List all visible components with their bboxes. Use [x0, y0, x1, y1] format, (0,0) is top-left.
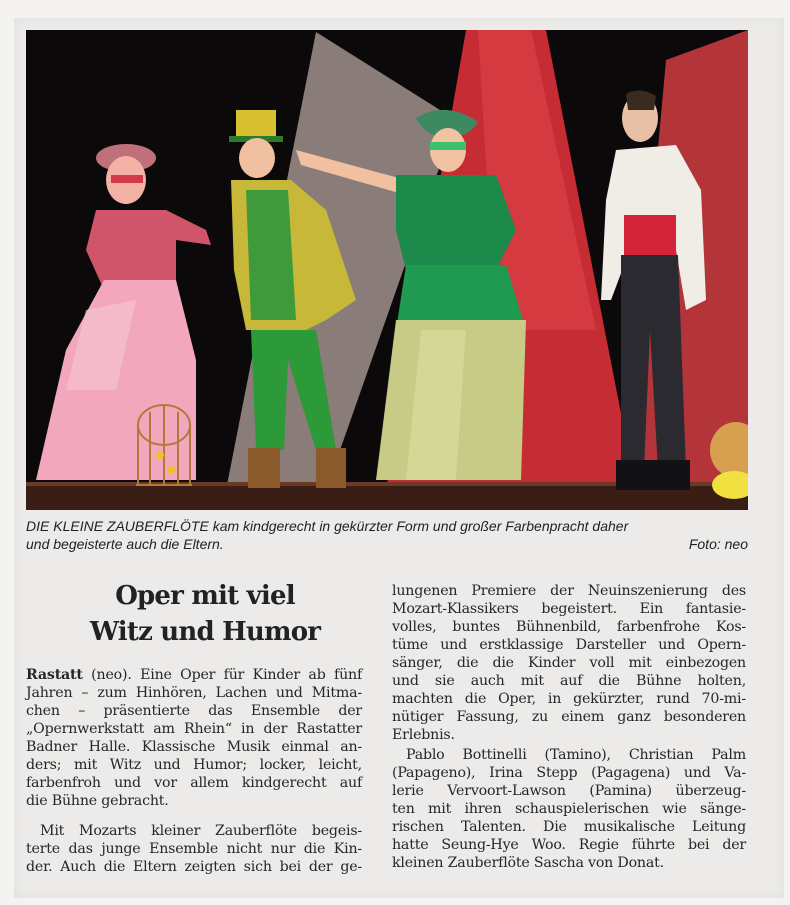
headline-line-1: Oper mit viel: [115, 581, 295, 611]
article-text-line: Mit Mozarts kleiner Zauberflöte begeis-: [40, 823, 362, 839]
article-text-line: lungenen Premiere der Neuinszenierung des: [392, 583, 746, 599]
photo-caption-line-1: DIE KLEINE ZAUBERFLÖTE kam kindgerecht in gekürzter Form und großer Farbenpracht daher: [26, 518, 629, 534]
article-text-line: Erlebnis.: [392, 727, 455, 743]
article-text-line: ders; mit Witz und Humor; locker, leicht,: [26, 757, 362, 773]
article-text-line: kleinen Zauberflöte Sascha von Donat.: [392, 855, 664, 871]
article-text-line: Mozart-Klassikers begeistert. Ein fantasie-: [392, 601, 746, 617]
article-text-line: farbenfroh und vor allem kindgerecht auf: [26, 775, 362, 791]
article-text-line: Rastatt (neo). Eine Oper für Kinder ab fünf: [26, 667, 362, 683]
article-text-line: Jahren – zum Hinhören, Lachen und Mitma-: [26, 685, 362, 701]
article-text-line: und sie auch mit auf die Bühne holten,: [392, 673, 746, 689]
article-text-line: (Papageno), Irina Stepp (Pagagena) und Va-: [392, 765, 746, 781]
photo-credit: Foto: neo: [688, 536, 748, 552]
article-text-line: „Opernwerkstatt am Rhein“ in der Rastatter: [26, 721, 362, 737]
article-text-line: chen – präsentierte das Ensemble der: [26, 703, 362, 719]
article-text-line: lerie Vervoort-Lawson (Pamina) überzeug-: [392, 783, 746, 799]
article-text-line: der. Auch die Eltern zeigten sich bei der ge-: [26, 859, 362, 875]
article-text-line: machten die Oper, in gekürzter, rund 70-mi-: [392, 691, 746, 707]
dateline: Rastatt: [26, 667, 83, 683]
article-text-line: ten mit ihren schauspielerischen wie sänge-: [392, 801, 746, 817]
article-text-line: terte das junge Ensemble nicht nur die Kin-: [26, 841, 362, 857]
stage-photo-illustration: [26, 30, 748, 510]
article-text-line: rischen Talenten. Die musikalische Leitung: [392, 819, 746, 835]
headline-line-2: Witz und Humor: [89, 617, 321, 647]
article-text-line: hatte Seung-Hye Woo. Regie führte bei der: [392, 837, 746, 853]
article-text-line: Badner Halle. Klassische Musik einmal an-: [26, 739, 362, 755]
article-text-line: tüme und erstklassige Darsteller und Opern-: [392, 637, 746, 653]
photo-caption-text: und begeisterte auch die Eltern.: [26, 536, 224, 552]
article-text-line: nütiger Fassung, zu einem ganz besonderen: [392, 709, 746, 725]
article-text-line: sänger, die die Kinder voll mit einbezogen: [392, 655, 746, 671]
stage-photo: [26, 30, 748, 510]
article-text-line: volles, buntes Bühnenbild, farbenfrohe Kos-: [392, 619, 746, 635]
article-text-line: die Bühne gebracht.: [26, 793, 169, 809]
article-text-line: Pablo Bottinelli (Tamino), Christian Palm: [406, 747, 746, 763]
photo-caption-line-2: [26, 536, 748, 553]
lion-prop: [710, 422, 748, 499]
article-headline: [40, 578, 370, 650]
